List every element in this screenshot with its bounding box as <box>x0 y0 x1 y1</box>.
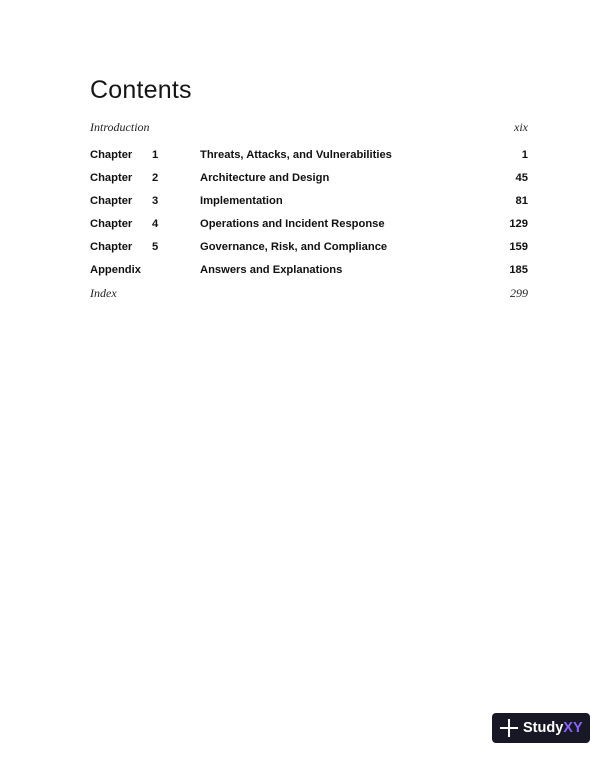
toc-row-chapter-2[interactable] <box>90 170 528 193</box>
toc-label: Chapter <box>90 241 133 253</box>
toc-row-index[interactable] <box>90 285 528 308</box>
toc-page: 45 <box>515 172 528 184</box>
toc-page: 81 <box>515 195 528 207</box>
toc-label: Chapter <box>90 195 133 207</box>
toc-row-introduction[interactable] <box>90 119 528 147</box>
page-title: Contents <box>90 76 192 104</box>
plus-icon <box>499 718 519 738</box>
table-of-contents <box>90 119 528 308</box>
studyxy-badge[interactable] <box>492 713 590 743</box>
chapter-title: Governance, Risk, and Compliance <box>200 241 388 253</box>
toc-page: 129 <box>509 218 528 230</box>
chapter-number: 1 <box>152 149 159 161</box>
brand-text-accent: XY <box>563 720 583 736</box>
appendix-title: Answers and Explanations <box>200 264 343 276</box>
toc-page: xix <box>514 120 528 134</box>
brand-text-main: Study <box>523 720 564 736</box>
toc-label: Introduction <box>90 120 150 134</box>
chapter-number: 2 <box>152 172 159 184</box>
toc-row-chapter-3[interactable] <box>90 193 528 216</box>
toc-row-chapter-5[interactable] <box>90 239 528 262</box>
toc-page: 185 <box>509 264 528 276</box>
toc-page: 299 <box>510 286 528 300</box>
chapter-title: Threats, Attacks, and Vulnerabilities <box>200 149 392 161</box>
chapter-title: Architecture and Design <box>200 172 330 184</box>
chapter-title: Operations and Incident Response <box>200 218 385 230</box>
toc-label: Index <box>90 286 117 300</box>
toc-row-appendix[interactable] <box>90 262 528 285</box>
toc-row-chapter-1[interactable] <box>90 147 528 170</box>
chapter-title: Implementation <box>200 195 283 207</box>
chapter-number: 3 <box>152 195 159 207</box>
chapter-number: 4 <box>152 218 159 230</box>
toc-label: Chapter <box>90 172 133 184</box>
toc-label: Appendix <box>90 264 141 276</box>
toc-page: 159 <box>509 241 528 253</box>
toc-label: Chapter <box>90 149 133 161</box>
brand-logo-text <box>523 720 583 736</box>
toc-page: 1 <box>521 149 528 161</box>
toc-row-chapter-4[interactable] <box>90 216 528 239</box>
chapter-number: 5 <box>152 241 159 253</box>
toc-label: Chapter <box>90 218 133 230</box>
